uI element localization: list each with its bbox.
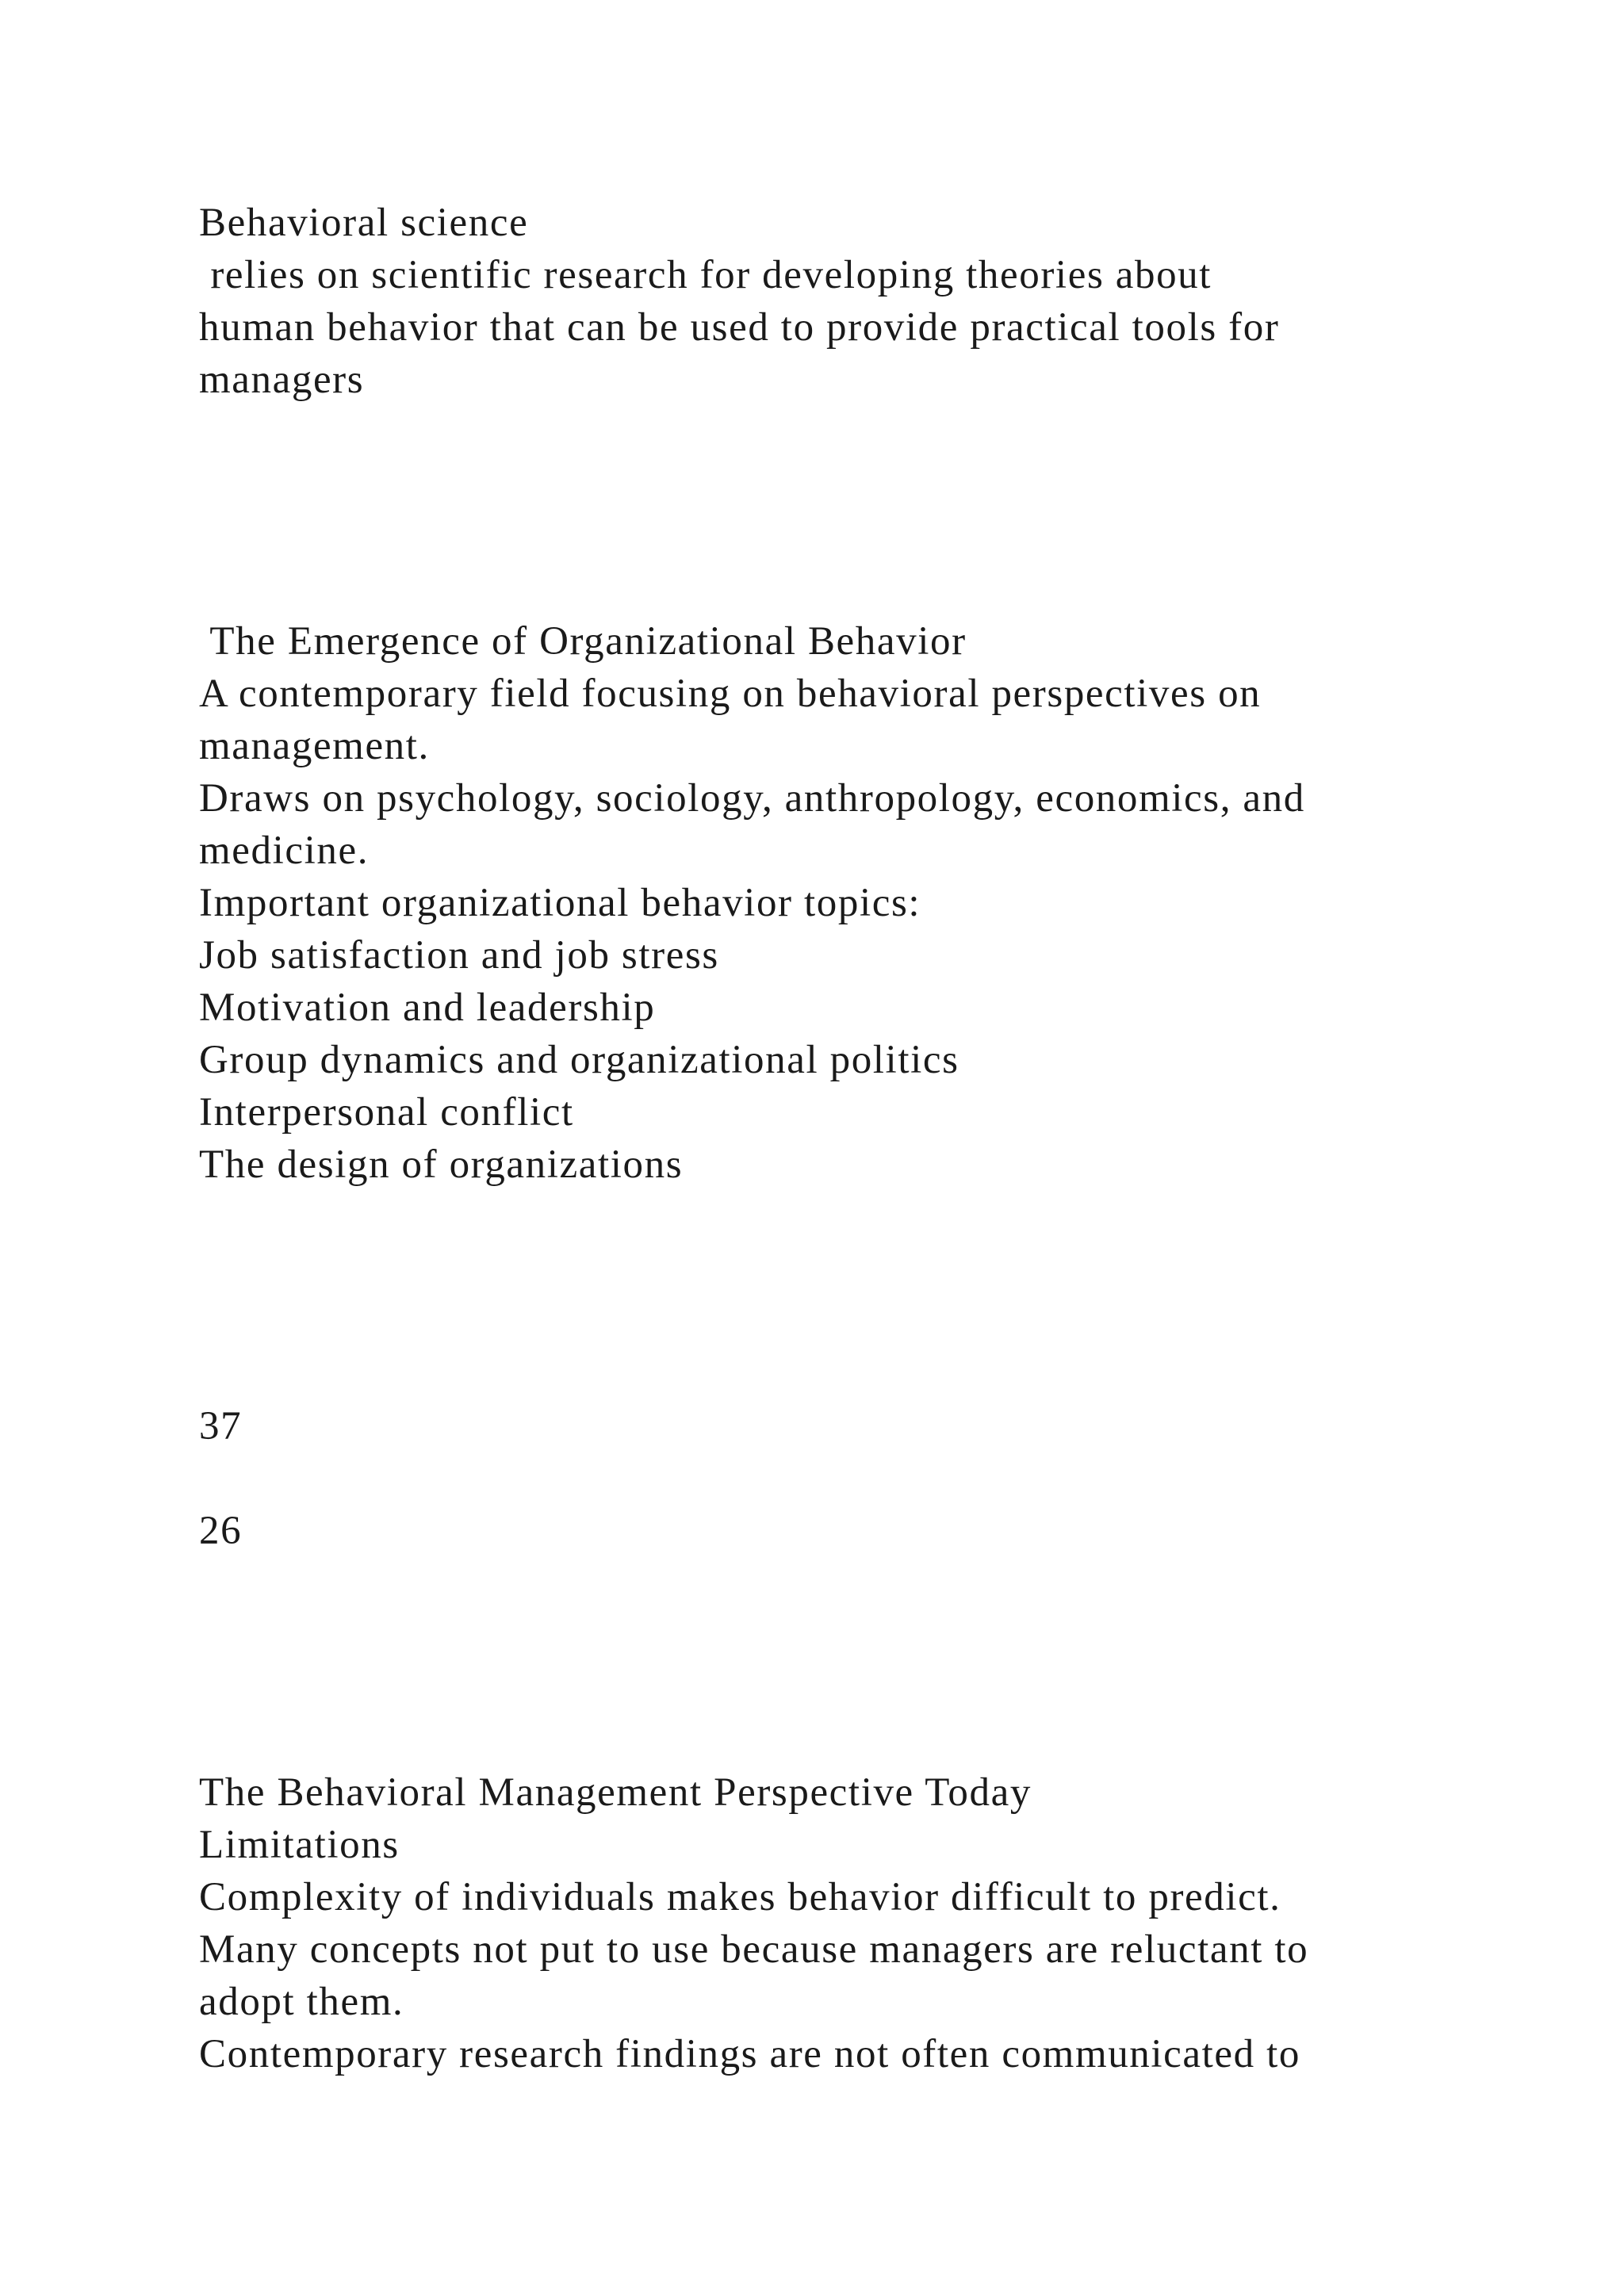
paragraph-line: Many concepts not put to use because managers are reluctant to xyxy=(199,1927,1309,1972)
list-item: Group dynamics and organizational politics xyxy=(199,1038,959,1082)
paragraph-line: adopt them. xyxy=(199,1980,404,2024)
list-item: Interpersonal conflict xyxy=(199,1090,574,1135)
page-number: 26 xyxy=(199,1509,243,1553)
behavioral-management-heading: The Behavioral Management Perspective Today xyxy=(199,1770,1032,1815)
list-item: Motivation and leadership xyxy=(199,985,656,1030)
paragraph-line: A contemporary field focusing on behavioral perspectives on xyxy=(199,672,1262,716)
paragraph-line: human behavior that can be used to provide practical tools for xyxy=(199,305,1280,350)
organizational-behavior-heading: The Emergence of Organizational Behavior xyxy=(199,619,967,664)
paragraph-line: managers xyxy=(199,358,365,402)
paragraph-line: Draws on psychology, sociology, anthropology, economics, and xyxy=(199,776,1305,821)
paragraph-line: Complexity of individuals makes behavior difficult to predict. xyxy=(199,1875,1281,1919)
paragraph-line: Important organizational behavior topics: xyxy=(199,881,921,925)
list-item: The design of organizations xyxy=(199,1142,684,1187)
list-item: Job satisfaction and job stress xyxy=(199,933,719,978)
paragraph-line: management. xyxy=(199,724,430,768)
behavioral-science-heading: Behavioral science xyxy=(199,201,529,245)
paragraph-line: medicine. xyxy=(199,828,370,873)
paragraph-line: Limitations xyxy=(199,1823,400,1867)
paragraph-line: Contemporary research findings are not often communicated to xyxy=(199,2032,1300,2076)
paragraph-line: relies on scientific research for developing theories about xyxy=(199,253,1212,297)
page-number: 37 xyxy=(199,1404,243,1448)
